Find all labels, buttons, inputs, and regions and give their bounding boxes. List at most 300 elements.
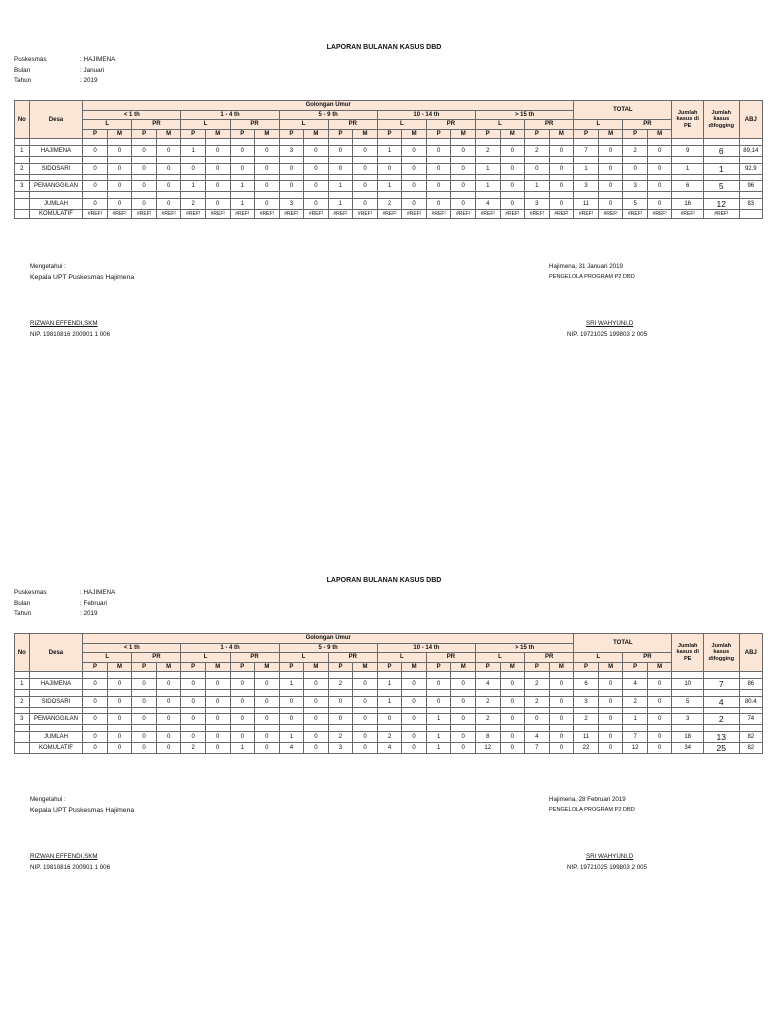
empty-cell [181, 725, 206, 732]
value-cell: 0 [156, 742, 181, 753]
empty-cell [402, 672, 427, 679]
empty-cell [132, 174, 157, 181]
empty-cell [703, 139, 739, 146]
empty-cell [739, 156, 762, 163]
value-cell: 0 [402, 742, 427, 753]
empty-cell [426, 156, 451, 163]
empty-cell [525, 139, 550, 146]
value-cell: 0 [156, 731, 181, 742]
empty-cell [83, 725, 108, 732]
table-row [15, 742, 763, 753]
value-cell: 0 [500, 198, 525, 209]
value-cell: 0 [132, 198, 157, 209]
empty-cell [181, 156, 206, 163]
empty-cell [739, 689, 762, 696]
empty-cell [623, 174, 648, 181]
empty-cell [353, 139, 378, 146]
empty-cell [353, 174, 378, 181]
empty-cell [29, 174, 83, 181]
empty-cell [598, 192, 623, 199]
kepala-label: Kepala UPT Puskesmas Hajimena [30, 807, 135, 814]
empty-cell [623, 672, 648, 679]
empty-cell [402, 707, 427, 714]
empty-cell [377, 139, 402, 146]
value-cell: 0 [230, 731, 255, 742]
pe-cell: 16 [672, 198, 703, 209]
abj-cell: 82 [739, 742, 762, 753]
empty-cell [255, 174, 280, 181]
empty-cell [279, 707, 304, 714]
value-cell: 0 [255, 714, 280, 725]
case-table [14, 100, 763, 219]
value-cell: 0 [107, 742, 132, 753]
empty-cell [107, 672, 132, 679]
value-cell: 0 [402, 714, 427, 725]
header-pm: P [426, 662, 451, 672]
empty-cell [426, 192, 451, 199]
empty-cell [353, 725, 378, 732]
value-cell: #REF! [647, 209, 672, 219]
fogging-cell: 6 [703, 145, 739, 156]
header-pm: P [623, 662, 648, 672]
empty-cell [230, 725, 255, 732]
empty-cell [29, 707, 83, 714]
empty-cell [156, 725, 181, 732]
value-cell: 0 [107, 714, 132, 725]
header-pm: P [132, 129, 157, 139]
empty-cell [647, 725, 672, 732]
empty-cell [353, 689, 378, 696]
header-pm: P [525, 662, 550, 672]
empty-cell [205, 689, 230, 696]
value-cell: 0 [132, 731, 157, 742]
value-cell: 22 [574, 742, 599, 753]
header-pm: P [623, 129, 648, 139]
right-signatory-nip: NIP. 19721025 199803 2 005 [567, 864, 648, 871]
value-cell: 0 [156, 145, 181, 156]
value-cell: 7 [525, 742, 550, 753]
left-signatory-nip: NIP. 19810816 200901 1 006 [30, 331, 111, 338]
empty-cell [402, 139, 427, 146]
spacer-row [15, 139, 763, 146]
value-cell: 2 [377, 198, 402, 209]
header-pm: M [353, 662, 378, 672]
value-cell: 0 [255, 163, 280, 174]
value-cell: 2 [328, 678, 353, 689]
empty-cell [205, 192, 230, 199]
empty-cell [107, 156, 132, 163]
empty-cell [255, 156, 280, 163]
value-cell: 0 [304, 742, 329, 753]
value-cell: #REF! [328, 209, 353, 219]
empty-cell [402, 156, 427, 163]
value-cell: 0 [426, 163, 451, 174]
case-table [14, 633, 763, 754]
header-sex: L [574, 653, 623, 663]
value-cell: #REF! [377, 209, 402, 219]
meta-row: Bulan : Januari [14, 66, 105, 74]
header-sex: PR [328, 120, 377, 130]
value-cell: #REF! [83, 209, 108, 219]
header-sex: L [279, 120, 328, 130]
value-cell: #REF! [230, 209, 255, 219]
empty-cell [525, 725, 550, 732]
header-pm: M [205, 129, 230, 139]
empty-cell [15, 689, 30, 696]
value-cell: 1 [377, 696, 402, 707]
empty-cell [328, 174, 353, 181]
value-cell: 0 [402, 731, 427, 742]
value-cell: 2 [475, 696, 500, 707]
empty-cell [672, 139, 703, 146]
header-pm: P [475, 129, 500, 139]
empty-cell [29, 156, 83, 163]
empty-cell [328, 139, 353, 146]
empty-cell [402, 174, 427, 181]
empty-cell [83, 156, 108, 163]
empty-cell [426, 689, 451, 696]
header-age-group: < 1 th [83, 643, 181, 653]
value-cell: 2 [328, 731, 353, 742]
header-row [15, 634, 763, 644]
value-cell: 0 [107, 181, 132, 192]
value-cell: 0 [549, 163, 574, 174]
header-pm: M [107, 129, 132, 139]
empty-cell [703, 174, 739, 181]
empty-cell [426, 707, 451, 714]
value-cell: 0 [83, 163, 108, 174]
empty-cell [328, 707, 353, 714]
header-pm: P [377, 662, 402, 672]
header-pm: M [549, 129, 574, 139]
header-row [15, 662, 763, 672]
value-cell: 0 [598, 696, 623, 707]
report-section [0, 44, 768, 344]
empty-cell [500, 725, 525, 732]
empty-cell [29, 689, 83, 696]
value-cell: 0 [353, 678, 378, 689]
empty-cell [598, 672, 623, 679]
empty-cell [475, 192, 500, 199]
value-cell: 0 [549, 731, 574, 742]
value-cell: #REF! [549, 209, 574, 219]
header-golongan-umur: Golongan Umur [83, 101, 574, 111]
empty-cell [451, 174, 476, 181]
empty-cell [132, 139, 157, 146]
empty-cell [377, 156, 402, 163]
header-pm: M [304, 129, 329, 139]
empty-cell [15, 672, 30, 679]
header-pm: P [132, 662, 157, 672]
fogging-cell: 13 [703, 731, 739, 742]
value-cell: 0 [402, 678, 427, 689]
empty-cell [451, 725, 476, 732]
header-age-group: 10 - 14 th [377, 643, 475, 653]
header-age-group: 5 - 9 th [279, 643, 377, 653]
empty-cell [181, 689, 206, 696]
pe-cell: 1 [672, 163, 703, 174]
empty-cell [29, 672, 83, 679]
fogging-cell: 5 [703, 181, 739, 192]
value-cell: #REF! [107, 209, 132, 219]
value-cell: 0 [353, 163, 378, 174]
empty-cell [475, 707, 500, 714]
empty-cell [549, 725, 574, 732]
value-cell: 0 [181, 696, 206, 707]
value-cell: 0 [83, 742, 108, 753]
value-cell: 0 [83, 198, 108, 209]
value-cell: 0 [181, 678, 206, 689]
empty-cell [426, 139, 451, 146]
header-desa: Desa [29, 101, 83, 139]
row-no: 3 [15, 714, 30, 725]
value-cell: 0 [132, 714, 157, 725]
empty-cell [598, 707, 623, 714]
value-cell: 11 [574, 731, 599, 742]
empty-cell [83, 174, 108, 181]
header-sex: PR [132, 653, 181, 663]
empty-cell [328, 725, 353, 732]
value-cell: 2 [525, 678, 550, 689]
value-cell: 0 [353, 714, 378, 725]
value-cell: 0 [451, 181, 476, 192]
row-desa: KOMULATIF [29, 742, 83, 753]
value-cell: 0 [500, 742, 525, 753]
empty-cell [402, 192, 427, 199]
right-signatory-name: SRI WAHYUNI,D [586, 853, 634, 860]
header-sex: L [475, 653, 524, 663]
value-cell: 0 [304, 678, 329, 689]
value-cell: 0 [107, 696, 132, 707]
row-desa: JUMLAH [29, 731, 83, 742]
empty-cell [230, 139, 255, 146]
value-cell: 0 [304, 145, 329, 156]
header-total: TOTAL [574, 634, 672, 653]
value-cell: 0 [426, 678, 451, 689]
empty-cell [647, 192, 672, 199]
header-desa: Desa [29, 634, 83, 672]
empty-cell [83, 139, 108, 146]
empty-cell [451, 192, 476, 199]
header-pm: P [230, 662, 255, 672]
pe-cell: 3 [672, 714, 703, 725]
empty-cell [500, 174, 525, 181]
value-cell: 0 [500, 145, 525, 156]
empty-cell [15, 731, 30, 742]
empty-cell [574, 174, 599, 181]
empty-cell [156, 156, 181, 163]
value-cell: 0 [451, 198, 476, 209]
value-cell: 2 [181, 198, 206, 209]
empty-cell [739, 139, 762, 146]
value-cell: 0 [500, 181, 525, 192]
empty-cell [205, 139, 230, 146]
header-pm: P [377, 129, 402, 139]
empty-cell [672, 707, 703, 714]
header-sex: PR [623, 120, 672, 130]
table-row [15, 731, 763, 742]
value-cell: 0 [647, 181, 672, 192]
value-cell: 0 [205, 198, 230, 209]
empty-cell [132, 192, 157, 199]
value-cell: 0 [205, 163, 230, 174]
empty-cell [739, 725, 762, 732]
value-cell: 4 [525, 731, 550, 742]
empty-cell [703, 689, 739, 696]
row-no: 1 [15, 678, 30, 689]
empty-cell [353, 156, 378, 163]
value-cell: 0 [230, 678, 255, 689]
value-cell: 0 [83, 181, 108, 192]
spacer-row [15, 156, 763, 163]
empty-cell [83, 672, 108, 679]
value-cell: #REF! [623, 209, 648, 219]
empty-cell [739, 672, 762, 679]
value-cell: #REF! [181, 209, 206, 219]
value-cell: 0 [230, 163, 255, 174]
empty-cell [304, 689, 329, 696]
value-cell: 0 [647, 198, 672, 209]
empty-cell [205, 156, 230, 163]
right-signatory-name: SRI WAHYUNI,D [586, 320, 634, 327]
empty-cell [451, 156, 476, 163]
header-sex: PR [230, 653, 279, 663]
empty-cell [500, 689, 525, 696]
empty-cell [574, 689, 599, 696]
empty-cell [647, 156, 672, 163]
value-cell: 4 [623, 678, 648, 689]
value-cell: 2 [525, 696, 550, 707]
empty-cell [230, 689, 255, 696]
header-pm: P [328, 662, 353, 672]
empty-cell [623, 707, 648, 714]
value-cell: 4 [475, 198, 500, 209]
empty-cell [672, 192, 703, 199]
value-cell: 0 [426, 696, 451, 707]
empty-cell [525, 707, 550, 714]
meta-row: Puskesmas : HAJIMENA [14, 56, 116, 63]
table-row [15, 696, 763, 707]
value-cell: #REF! [132, 209, 157, 219]
empty-cell [703, 156, 739, 163]
meta-row: Tahun : 2019 [14, 77, 98, 85]
value-cell: 1 [525, 181, 550, 192]
header-pm: P [83, 129, 108, 139]
empty-cell [279, 192, 304, 199]
value-cell: 0 [132, 696, 157, 707]
value-cell: 1 [230, 742, 255, 753]
value-cell: 12 [623, 742, 648, 753]
kepala-label: Kepala UPT Puskesmas Hajimena [30, 274, 135, 281]
value-cell: 0 [647, 696, 672, 707]
empty-cell [525, 192, 550, 199]
value-cell: 1 [475, 181, 500, 192]
value-cell: 0 [132, 678, 157, 689]
value-cell: 7 [623, 731, 648, 742]
header-sex: L [574, 120, 623, 130]
value-cell: 0 [205, 742, 230, 753]
value-cell: 0 [156, 163, 181, 174]
header-sex: PR [426, 120, 475, 130]
header-age-group: 1 - 4 th [181, 110, 279, 120]
value-cell: 0 [328, 696, 353, 707]
empty-cell [304, 139, 329, 146]
abj-cell: 82 [739, 731, 762, 742]
value-cell: #REF! [426, 209, 451, 219]
fogging-cell: 25 [703, 742, 739, 753]
header-jumlah-pe: Jumlah kasus di PE [672, 101, 703, 139]
value-cell: 1 [377, 678, 402, 689]
fogging-cell: 2 [703, 714, 739, 725]
value-cell: 0 [304, 714, 329, 725]
header-sex: PR [230, 120, 279, 130]
value-cell: 0 [598, 181, 623, 192]
header-pm: M [304, 662, 329, 672]
value-cell: 3 [574, 181, 599, 192]
empty-cell [255, 689, 280, 696]
value-cell: 0 [549, 181, 574, 192]
value-cell: 2 [525, 145, 550, 156]
empty-cell [15, 742, 30, 753]
header-abj: ABJ [739, 634, 762, 672]
value-cell: 0 [255, 696, 280, 707]
value-cell: 0 [83, 145, 108, 156]
empty-cell [475, 139, 500, 146]
value-cell: 8 [475, 731, 500, 742]
value-cell: 0 [451, 163, 476, 174]
value-cell: 0 [205, 145, 230, 156]
empty-cell [156, 672, 181, 679]
value-cell: 0 [598, 145, 623, 156]
empty-cell [230, 707, 255, 714]
value-cell: 1 [328, 181, 353, 192]
table-row [15, 198, 763, 209]
value-cell: 0 [230, 714, 255, 725]
pe-cell: 34 [672, 742, 703, 753]
empty-cell [15, 209, 30, 219]
empty-cell [500, 139, 525, 146]
value-cell: 0 [451, 145, 476, 156]
header-pm: M [549, 662, 574, 672]
value-cell: 0 [377, 163, 402, 174]
header-sex: L [83, 120, 132, 130]
empty-cell [353, 707, 378, 714]
value-cell: 0 [181, 714, 206, 725]
value-cell: 2 [475, 714, 500, 725]
empty-cell [549, 672, 574, 679]
header-pm: P [574, 662, 599, 672]
header-sex: PR [525, 653, 574, 663]
empty-cell [623, 689, 648, 696]
empty-cell [451, 139, 476, 146]
value-cell: 0 [279, 696, 304, 707]
header-sex: PR [525, 120, 574, 130]
value-cell: 4 [377, 742, 402, 753]
value-cell: 1 [181, 145, 206, 156]
empty-cell [703, 192, 739, 199]
header-age-group: 5 - 9 th [279, 110, 377, 120]
value-cell: 0 [132, 181, 157, 192]
value-cell: 0 [255, 678, 280, 689]
value-cell: #REF! [451, 209, 476, 219]
header-sex: PR [328, 653, 377, 663]
value-cell: 3 [279, 145, 304, 156]
empty-cell [83, 707, 108, 714]
empty-cell [598, 689, 623, 696]
value-cell: 0 [353, 145, 378, 156]
value-cell: 0 [328, 145, 353, 156]
empty-cell [304, 725, 329, 732]
